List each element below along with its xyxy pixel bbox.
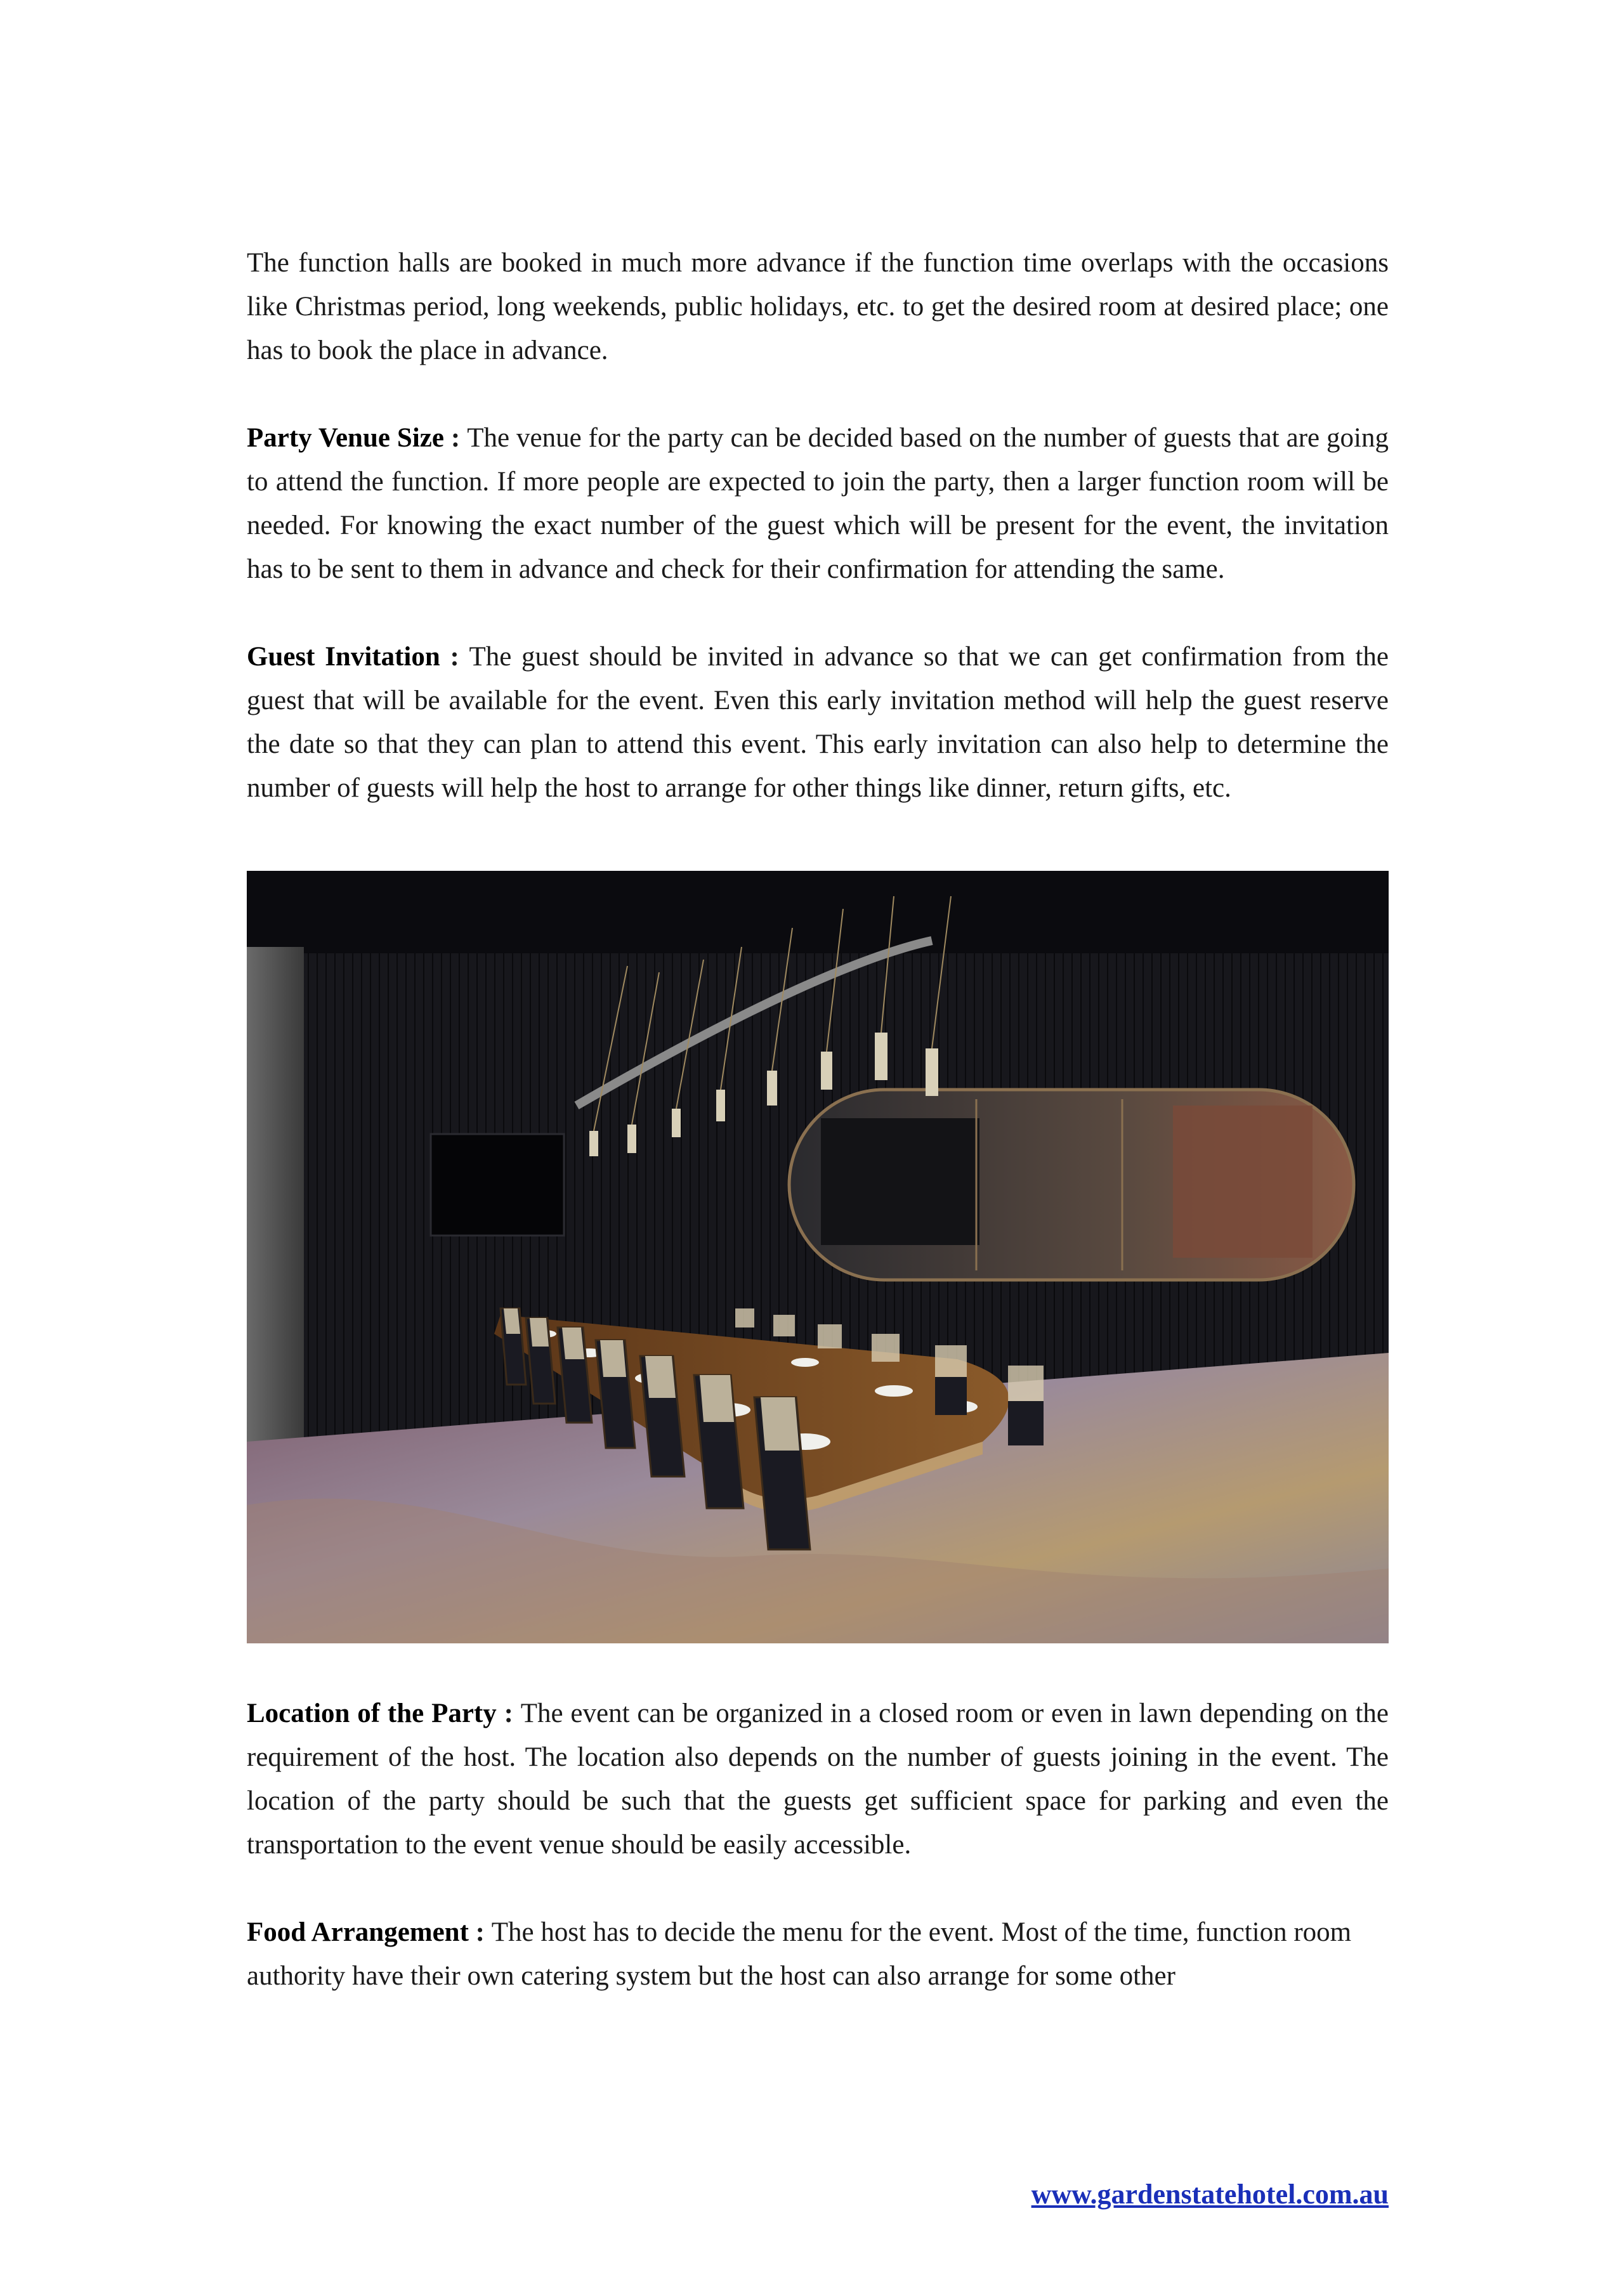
section-heading: Guest Invitation — [247, 642, 440, 672]
section-separator: : — [475, 1917, 492, 1947]
section-body: The guest should be invited in advance so that we can get confirmation from the guest that will be available for the event. Even this early invitation method will help the guest reserve the date so that they can plan to attend this event. This early invitation can also help to determine the number of guests will help the host to arrange for other things like dinner, return gifts, etc. — [247, 642, 1389, 803]
section-body: The venue for the party can be decided based on the number of guests that are going to attend the function. If more people are expected to join the party, then a larger function room will be needed. For knowing the exact number of the guest which will be present for the event, the invitation has to be sent to them in advance and check for their confirmation for attending the same. — [247, 423, 1389, 584]
section-heading: Party Venue Size — [247, 423, 444, 453]
document-content — [247, 241, 1389, 1998]
section-heading: Food Arrangement — [247, 1917, 469, 1947]
intro-paragraph — [247, 241, 1389, 372]
intro-text: The function halls are booked in much more advance if the function time overlaps with the occasions like Christmas period, long weekends, public holidays, etc. to get the desired room at desired place; one has to book the place in advance. — [247, 248, 1389, 365]
section-food-arrangement — [247, 1910, 1389, 1998]
section-guest-invitation — [247, 635, 1389, 810]
section-party-venue-size — [247, 416, 1389, 591]
section-separator: : — [450, 423, 468, 453]
section-separator: : — [504, 1699, 521, 1728]
function-room-photo — [247, 871, 1389, 1643]
website-link[interactable]: www.gardenstatehotel.com.au — [1031, 2179, 1389, 2210]
section-body: The host has to decide the menu for the event. Most of the time, function room authority have their own catering system but the host can also arrange for some other — [247, 1917, 1352, 1991]
section-separator: : — [450, 642, 469, 672]
section-location-of-party — [247, 1692, 1389, 1867]
section-heading: Location of the Party — [247, 1699, 497, 1728]
section-body: The event can be organized in a closed room or even in lawn depending on the requirement of the host. The location also depends on the number of guests joining in the event. The location of the party should be such that the guests get sufficient space for parking and even the transportation to the event venue should be easily accessible. — [247, 1699, 1389, 1860]
